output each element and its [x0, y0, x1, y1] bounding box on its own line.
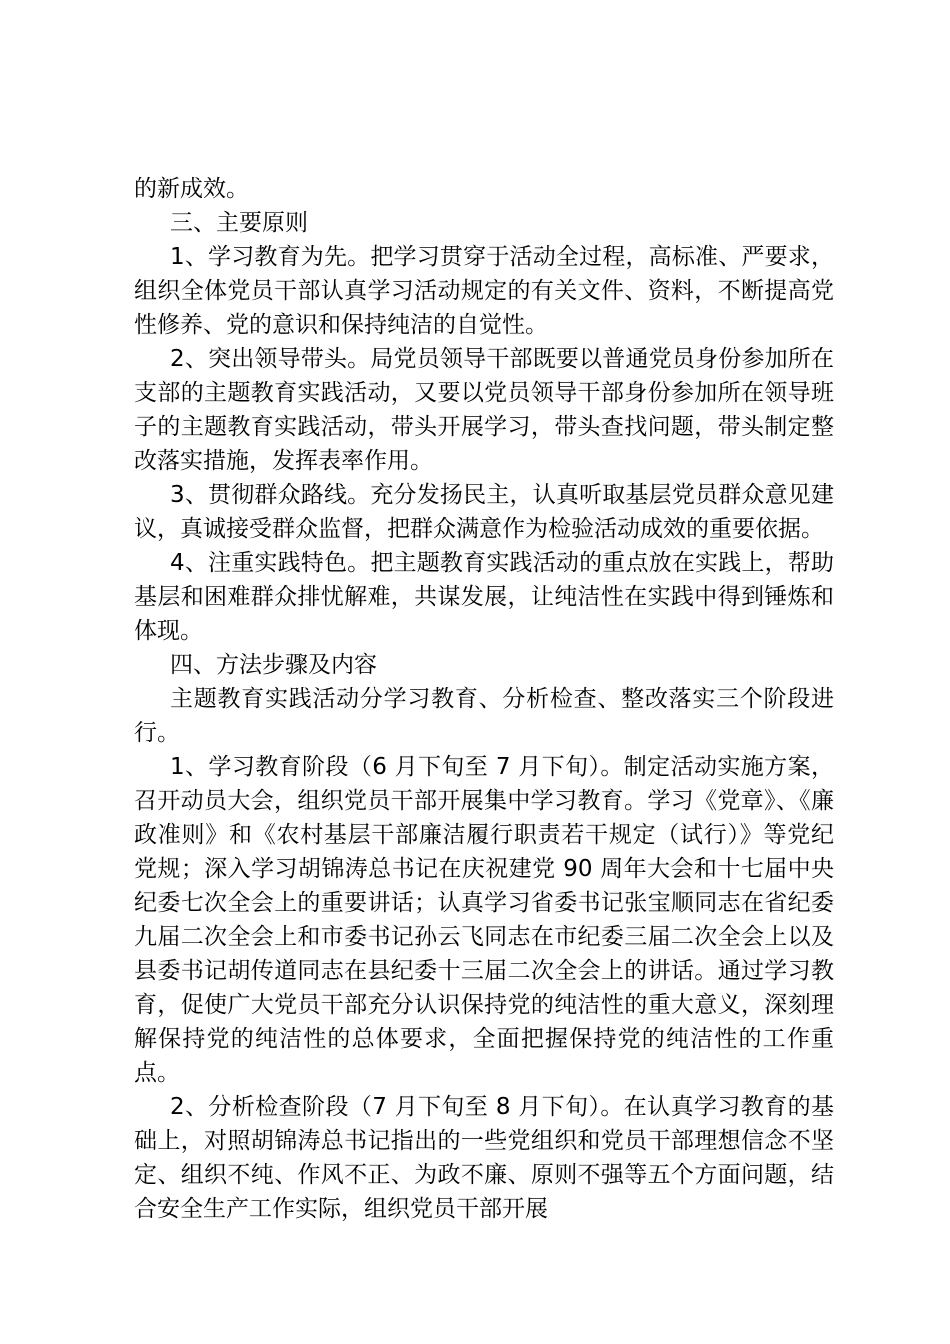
paragraph-continuation: 的新成效。 [134, 176, 249, 202]
paragraph-principle-3: 3、贯彻群众路线。充分发扬民主，认真听取基层党员群众意见建议，真诚接受群众监督，把群众满意作为检验活动成效的重要依据。 [134, 482, 834, 542]
paragraph-principle-1: 1、学习教育为先。把学习贯穿于活动全过程，高标准、严要求，组织全体党员干部认真学习活动规定的有关文件、资料，不断提高党性修养、党的意识和保持纯洁的自觉性。 [134, 244, 834, 338]
paragraph-principle-2: 2、突出领导带头。局党员领导干部既要以普通党员身份参加所在支部的主题教育实践活动，又要以党员领导干部身份参加所在领导班子的主题教育实践活动，带头开展学习，带头查找问题，带头制定整改落实措施，发挥表率作用。 [134, 346, 834, 474]
document-page [134, 172, 834, 1226]
paragraph-stage-1: 1、学习教育阶段（6 月下旬至 7 月下旬）。制定活动实施方案，召开动员大会，组织党员干部开展集中学习教育。学习《党章》、《廉政准则》和《农村基层干部廉洁履行职责若干规定（试行）》等党纪党规；深入学习胡锦涛总书记在庆祝建党 90 周年大会和十七届中央纪委七次全会上的重要讲话；认真学习省委书记张宝顺同志在省纪委九届二次全会上和市委书记孙云飞同志在市纪委三届二次全会上以及县委书记胡传道同志在县纪委十三届二次全会上的讲话。通过学习教育，促使广大党员干部充分认识保持党的纯洁性的重大意义，深刻理解保持党的纯洁性的总体要求，全面把握保持党的纯洁性的工作重点。 [134, 754, 834, 1086]
paragraph-principle-4: 4、注重实践特色。把主题教育实践活动的重点放在实践上，帮助基层和困难群众排忧解难，共谋发展，让纯洁性在实践中得到锤炼和体现。 [134, 550, 834, 644]
section-heading-methods: 四、方法步骤及内容 [170, 652, 377, 678]
paragraph-methods-intro: 主题教育实践活动分学习教育、分析检查、整改落实三个阶段进行。 [134, 686, 834, 746]
section-heading-principles: 三、主要原则 [170, 210, 308, 236]
paragraph-stage-2: 2、分析检查阶段（7 月下旬至 8 月下旬）。在认真学习教育的基础上，对照胡锦涛总书记指出的一些党组织和党员干部理想信念不坚定、组织不纯、作风不正、为政不廉、原则不强等五个方面问题，结合安全生产工作实际，组织党员干部开展 [134, 1094, 834, 1222]
